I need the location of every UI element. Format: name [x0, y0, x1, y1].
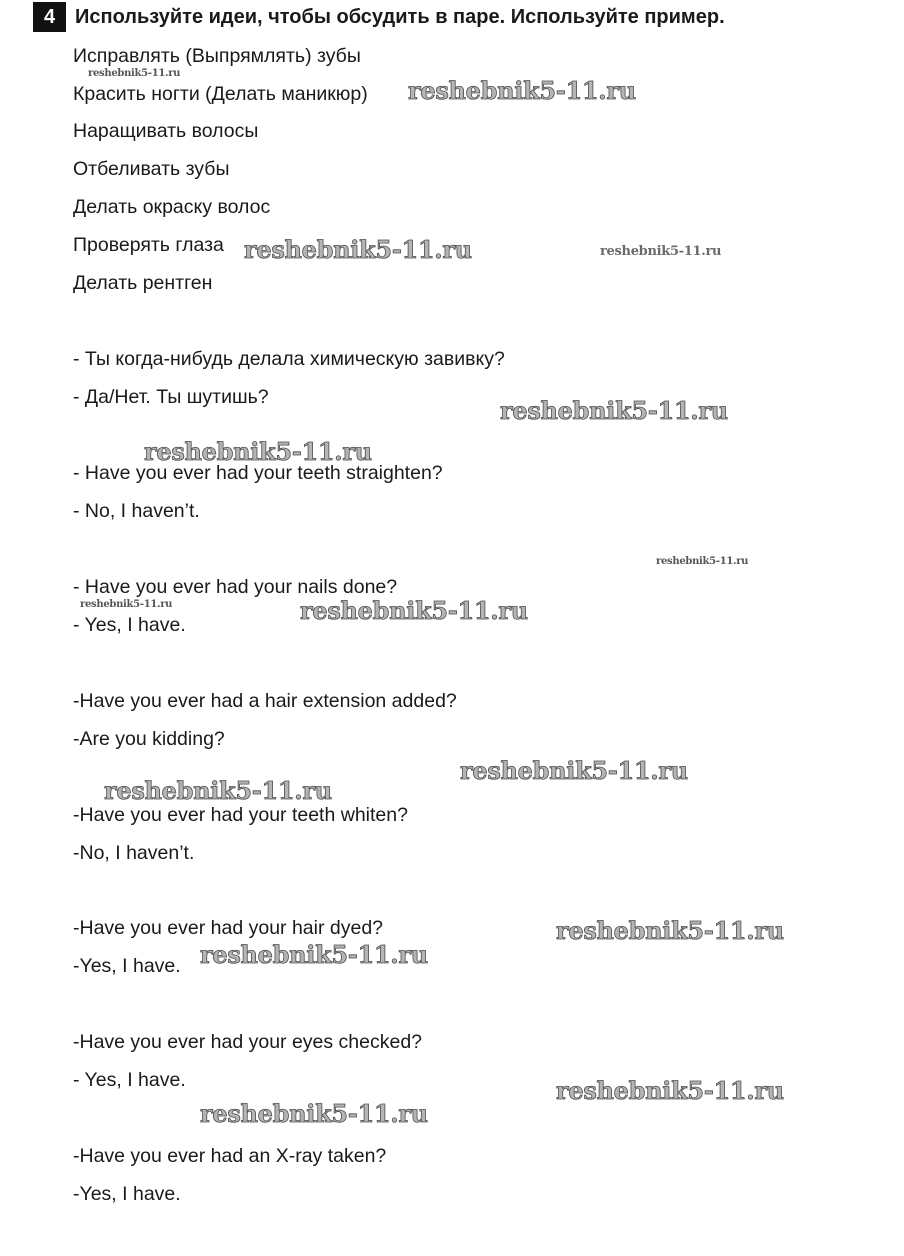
watermark: reshebnik5-11.ru: [200, 940, 428, 969]
watermark: reshebnik5-11.ru: [556, 916, 784, 945]
watermark: reshebnik5-11.ru: [144, 437, 372, 466]
idea-item: Отбеливать зубы: [73, 158, 230, 180]
dialogue-question: -Have you ever had a hair extension added?: [73, 690, 457, 712]
idea-item: Наращивать волосы: [73, 120, 259, 142]
dialogue-answer: -No, I haven’t.: [73, 842, 195, 864]
watermark: reshebnik5-11.ru: [200, 1099, 428, 1128]
watermark: reshebnik5-11.ru: [600, 244, 722, 259]
dialogue-question: - Ты когда-нибудь делала химическую завивку?: [73, 348, 505, 370]
idea-item: Делать окраску волос: [73, 196, 271, 218]
watermark: reshebnik5-11.ru: [408, 76, 636, 105]
watermark: reshebnik5-11.ru: [460, 756, 688, 785]
dialogue-question: -Have you ever had an X-ray taken?: [73, 1145, 387, 1167]
watermark: reshebnik5-11.ru: [88, 68, 181, 79]
task-instruction: Используйте идеи, чтобы обсудить в паре. Используйте пример.: [75, 6, 725, 28]
dialogue-answer: - Yes, I have.: [73, 614, 186, 636]
idea-item: Проверять глаза: [73, 234, 224, 256]
dialogue-answer: -Are you kidding?: [73, 728, 225, 750]
dialogue-question: -Have you ever had your eyes checked?: [73, 1031, 423, 1053]
watermark: reshebnik5-11.ru: [300, 596, 528, 625]
dialogue-question: - Have you ever had your teeth straighten?: [73, 462, 443, 484]
task-number-badge: 4: [33, 2, 66, 32]
dialogue-answer: - Да/Нет. Ты шутишь?: [73, 386, 269, 408]
dialogue-question: - Have you ever had your nails done?: [73, 576, 398, 598]
idea-item: Делать рентген: [73, 272, 213, 294]
dialogue-answer: -Yes, I have.: [73, 955, 181, 977]
dialogue-question: -Have you ever had your teeth whiten?: [73, 804, 408, 826]
dialogue-answer: -Yes, I have.: [73, 1183, 181, 1205]
dialogue-question: -Have you ever had your hair dyed?: [73, 917, 384, 939]
watermark: reshebnik5-11.ru: [80, 599, 173, 610]
watermark: reshebnik5-11.ru: [656, 556, 749, 567]
watermark: reshebnik5-11.ru: [556, 1076, 784, 1105]
watermark: reshebnik5-11.ru: [104, 776, 332, 805]
dialogue-answer: - Yes, I have.: [73, 1069, 186, 1091]
idea-item: Красить ногти (Делать маникюр): [73, 83, 368, 105]
watermark: reshebnik5-11.ru: [244, 235, 472, 264]
dialogue-answer: - No, I haven’t.: [73, 500, 200, 522]
idea-item: Исправлять (Выпрямлять) зубы: [73, 45, 361, 67]
watermark: reshebnik5-11.ru: [500, 396, 728, 425]
